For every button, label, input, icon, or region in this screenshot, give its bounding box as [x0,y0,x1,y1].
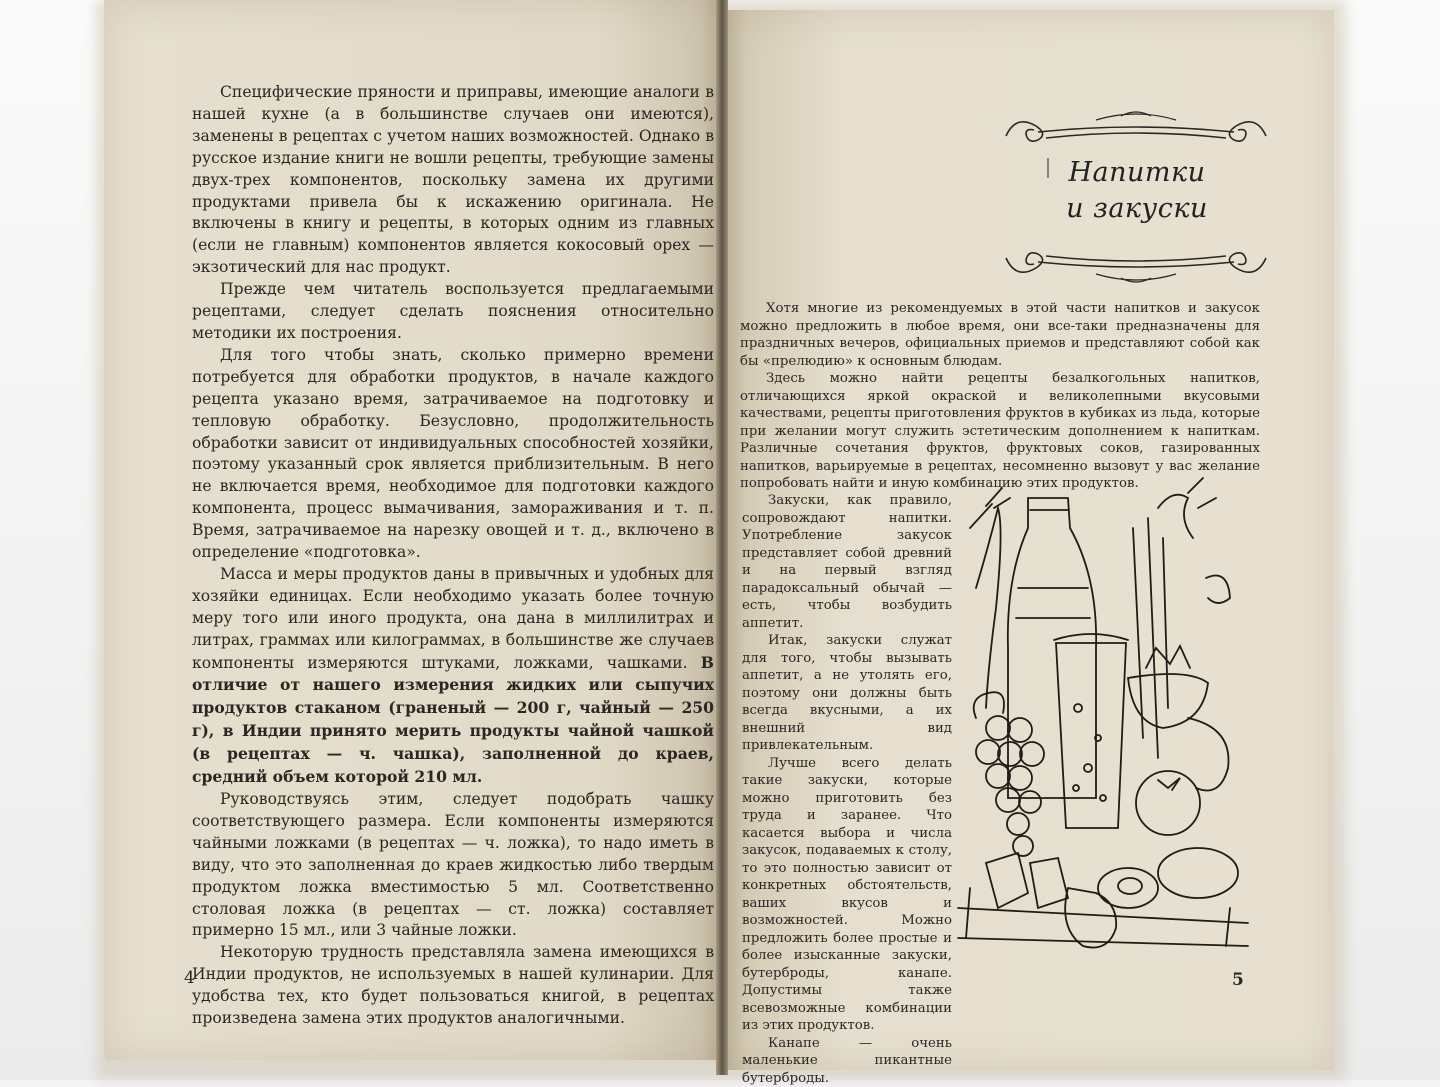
pear-icon [1065,888,1116,948]
left-paragraph-5: Руководствуясь этим, следует подобрать чашку соответствующего размера. Если компоненты измеряются чайными ложками (в рецептах — ч. ложка), то надо иметь в виду, что это заполненная до краев жидкостью либо твердым продуктом ложка вместимостью 5 мл. Соответственно столовая ложка (в рецептах — ст. ложка) составляет примерно 15 мл., или 3 чайные ложки. [192,789,714,942]
intro-paragraph-2: Здесь можно найти рецепты безалкогольных напитков, отличающихся яркой окраской и великолепными вкусовыми качествами, рецепты приготовления фруктов в кубиках из льда, которые при желании могут служить эстетическим дополнением к напиткам. Различные сочетания фруктов, фруктовых соков, газированных напитков, варьируемые в рецептах, несомненно вызовут у вас желание попробовать найти и иную комбинацию этих продуктов. [740,370,1260,493]
section-title [1012,155,1262,227]
bottom-ornament-icon [986,242,1286,292]
left-paragraph-1: Специфические пряности и приправы, имеющие аналоги в нашей кухне (а в большинстве случаев они имеются), заменены в рецептах с учетом наших возможностей. Однако в русское издание книги не вошли рецепты, требующие замены двух-трех компонентов, поскольку замена их другими продуктами привела бы к искажению оригинала. Не включены в книгу и рецепты, в которых одним из главных (если не главным) компонентов является кокосовый орех — экзотический для нас продукт. [192,82,714,279]
section-title-line-2: и закуски [1012,191,1262,227]
right-page [722,10,1334,1070]
left-paragraph-4 [192,564,714,789]
left-paragraph-3: Для того чтобы знать, сколько примерно времени потребуется для обработки продуктов, в начале каждого рецепта указано время, затрачиваемое на подготовку и тепловую обработку. Безусловно, продолжительность обработки зависит от индивидуальных способностей хозяйки, поэтому указанный срок является приблизительным. В него не включается время, необходимое для подготовки каждого компонента, процесс вымачивания, замораживания и т. п. Время, затрачиваемое на нарезку овощей и т. д., включено в определение «подготовка». [192,345,714,564]
column-paragraph-2: Итак, закуски служат для того, чтобы вызывать аппетит, а не утолять его, поэтому они должны быть всегда вкусными, а их внешний вид привлекательным. [742,632,952,755]
section-title-line-1: Напитки [1012,155,1262,191]
top-ornament-icon [986,102,1286,152]
intro-paragraph-1: Хотя многие из рекомендуемых в этой части напитков и закусок можно предложить в любое время, они все-таки предназначены для праздничных вечеров, официальных приемов и представляют собой как бы «прелюдию» к основным блюдам. [740,300,1260,370]
left-paragraph-2: Прежде чем читатель воспользуется предлагаемыми рецептами, следует сделать пояснения относительно методики их построения. [192,279,714,345]
tomato-icon [1136,771,1200,835]
left-paragraph-4-bold: В отличие от нашего измерения жидких или сыпучих продуктов стаканом (граненый — 200 г, чайный — 250 г), в Индии принято мерить продукты чайной чашкой (в рецептах — ч. чашка), заполненной до краев, средний объем которой 210 мл. [192,653,714,787]
column-paragraph-4: Канапе — очень маленькие пикантные бутерброды. [742,1035,952,1087]
grapes-icon [976,716,1044,856]
left-paragraph-6: Некоторую трудность представляла замена имеющихся в Индии продуктов, не используемых в нашей кулинарии. Для удобства тех, кто будет пользоваться книгой, в рецептах произведена замена этих продуктов аналогичными. [192,942,714,1030]
food-and-drinks-illustration [958,468,1248,953]
section-intro [740,300,1260,493]
left-page [104,0,720,1060]
onion-icon [1188,718,1229,791]
carrot-icon [976,508,1001,708]
left-page-number: 4 [184,968,195,988]
side-column [742,492,952,1087]
right-page-number: 5 [1232,970,1244,990]
glass-icon [1056,643,1126,828]
left-page-text [192,82,714,1030]
left-paragraph-4-plain: Масса и меры продуктов даны в привычных и удобных для хозяйки единицах. Если необходимо указать более точную меру того или иного продукта, она дана в миллилитрах и литрах, граммах или килограммах, в большинстве же случаев компоненты измеряются штуками, ложками, чашками. [192,565,714,672]
book-spine-gutter [716,0,728,1075]
column-paragraph-3: Лучше всего делать такие закуски, которые можно приготовить без труда и заранее. Что касается выбора и числа закусок, подаваемых к столу, то это полностью зависит от конкретных обстоятельств, ваших вкусов и возможностей. Можно предложить более простые и более изысканные закуски, бутерброды, канапе. Допустимы также всевозможные комбинации из этих продуктов. [742,755,952,1035]
column-paragraph-1: Закуски, как правило, сопровождают напитки. Употребление закусок представляет собой древний и на первый взгляд парадоксальный обычай — есть, чтобы возбудить аппетит. [742,492,952,632]
